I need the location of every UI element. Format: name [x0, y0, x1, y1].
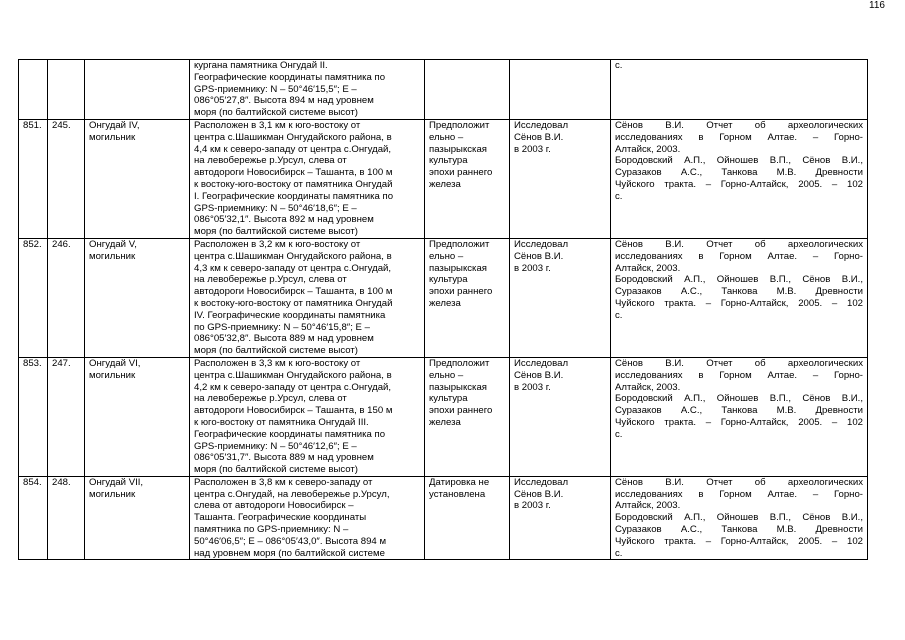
cell-location-description-line: к юго-востоку от памятника Онгудай III.: [194, 416, 369, 428]
cell-literature-line: Бородовский А.П., Ойношев В.П., Сёнов В.И.,: [615, 274, 863, 286]
cell-location-description-line: автодороги Новосибирск – Ташанта, в 100 м: [194, 286, 393, 298]
cell-literature-line: исследованиях в Горном Алтае. – Горно-: [615, 131, 863, 143]
cell-dating-line: эпохи раннего: [429, 286, 493, 298]
cell-dating-line: пазырыкская: [429, 262, 487, 274]
cell-location-description-line: 086°05′32,1″. Высота 892 м над уровнем: [194, 214, 374, 226]
cell-literature: [611, 357, 868, 476]
cell-dating-line: Датировка не: [429, 476, 490, 488]
monuments-table: [18, 59, 868, 560]
cell-monument-name-line: могильник: [89, 369, 136, 381]
cell-location-description-line: GPS-приемнику: N – 50°46′18,6″; E –: [194, 202, 357, 214]
cell-monument-name-line: Онгудай VI,: [89, 357, 141, 369]
cell-location-description-line: над уровнем моря (по балтийской системе: [194, 547, 385, 559]
cell-literature-line: Сёнов В.И. Отчет об археологических: [615, 476, 863, 488]
cell-location-description-line: Географические координаты памятника по: [194, 428, 386, 440]
cell-researcher-line: Сёнов В.И.: [514, 131, 564, 143]
cell-location-description-line: 086°05′32,8″. Высота 889 м над уровнем: [194, 333, 374, 345]
cell-location-description-line: 4,3 км к северо-западу от центра с.Онгудай,: [194, 262, 392, 274]
cell-location-description-line: Расположен в 3,8 км к северо-западу от: [194, 476, 373, 488]
cell-researcher-line: в 2003 г.: [514, 262, 551, 274]
cell-literature-line: Сёнов В.И. Отчет об археологических: [615, 238, 863, 250]
cell-dating-line: культура: [429, 155, 468, 167]
cell-monument-name-line: Онгудай VII,: [89, 476, 144, 488]
cell-monument-name-line: могильник: [89, 488, 136, 500]
cell-researcher: [510, 60, 611, 120]
cell-monument-number: 245.: [48, 119, 85, 238]
cell-dating: [425, 119, 510, 238]
cell-researcher-line: Сёнов В.И.: [514, 488, 564, 500]
cell-location-description: [190, 357, 425, 476]
cell-monument-number: 248.: [48, 476, 85, 560]
cell-location-description-line: Географические координаты памятника по: [194, 71, 386, 83]
cell-monument-name-line: могильник: [89, 250, 136, 262]
cell-literature-line: с.: [615, 60, 623, 71]
cell-location-description-line: центра с.Шашикман Онгудайского района, в: [194, 250, 392, 262]
cell-location-description-line: на левобережье р.Урсул, слева от: [194, 155, 347, 167]
cell-literature-line: с.: [615, 190, 623, 202]
cell-monument-name: [85, 357, 190, 476]
cell-literature-line: Алтайск, 2003.: [615, 262, 681, 274]
cell-location-description-line: автодороги Новосибирск – Ташанта, в 150 м: [194, 405, 393, 417]
cell-location-description-line: центра с.Шашикман Онгудайского района, в: [194, 369, 392, 381]
cell-literature-line: Алтайск, 2003.: [615, 500, 681, 512]
cell-location-description-line: GPS-приемнику: N – 50°46′15,5″; E –: [194, 83, 357, 95]
cell-dating: [425, 60, 510, 120]
cell-researcher-line: Сёнов В.И.: [514, 369, 564, 381]
cell-literature-line: исследованиях в Горном Алтае. – Горно-: [615, 488, 863, 500]
cell-location-description-line: центра с.Шашикман Онгудайского района, в: [194, 131, 392, 143]
cell-monument-name: [85, 119, 190, 238]
cell-researcher-line: в 2003 г.: [514, 381, 551, 393]
cell-location-description-line: памятника по GPS-приемнику: N –: [194, 524, 349, 536]
cell-location-description-line: кургана памятника Онгудай II.: [194, 60, 328, 71]
cell-dating-line: Предположит: [429, 238, 490, 250]
cell-location-description-line: на левобережье р.Урсул, слева от: [194, 393, 347, 405]
cell-dating-line: пазырыкская: [429, 381, 487, 393]
cell-location-description-line: моря (по балтийской системе высот): [194, 107, 358, 119]
cell-location-description-line: IV. Географические координаты памятника: [194, 309, 386, 321]
cell-researcher: [510, 476, 611, 560]
cell-literature-line: Бородовский А.П., Ойношев В.П., Сёнов В.И.,: [615, 155, 863, 167]
cell-researcher-line: Исследовал: [514, 476, 569, 488]
cell-literature-line: Сёнов В.И. Отчет об археологических: [615, 119, 863, 131]
cell-literature-line: Чуйского тракта. – Горно-Алтайск, 2005. – 102: [615, 297, 863, 309]
cell-location-description-line: моря (по балтийской системе высот): [194, 226, 358, 238]
cell-location-description: [190, 238, 425, 357]
cell-location-description-line: Расположен в 3,3 км к юго-востоку от: [194, 357, 361, 369]
cell-dating-line: ельно –: [429, 250, 464, 262]
table-row: [19, 238, 868, 357]
cell-dating-line: эпохи раннего: [429, 405, 493, 417]
table-row: [19, 60, 868, 120]
cell-dating-line: железа: [429, 416, 461, 428]
cell-literature-line: Суразаков А.С., Танкова М.В. Древности: [615, 286, 863, 298]
cell-location-description-line: на левобережье р.Урсул, слева от: [194, 274, 347, 286]
cell-researcher: [510, 238, 611, 357]
cell-literature-line: Суразаков А.С., Танкова М.В. Древности: [615, 405, 863, 417]
cell-location-description-line: 50°46′06,5″; E – 086°05′43,0″. Высота 894 м: [194, 535, 387, 547]
cell-location-description-line: моря (по балтийской системе высот): [194, 345, 358, 357]
cell-literature-line: Суразаков А.С., Танкова М.В. Древности: [615, 524, 863, 536]
cell-location-description: [190, 60, 425, 120]
cell-dating-line: ельно –: [429, 131, 464, 143]
cell-location-description: [190, 476, 425, 560]
cell-monument-name: [85, 60, 190, 120]
cell-location-description-line: 086°05′27,8″. Высота 894 м над уровнем: [194, 95, 374, 107]
table-body: [19, 60, 868, 560]
cell-location-description-line: Ташанта. Географические координаты: [194, 512, 367, 524]
cell-dating: [425, 357, 510, 476]
cell-dating-line: культура: [429, 274, 468, 286]
cell-researcher-line: Исследовал: [514, 119, 569, 131]
cell-literature-line: с.: [615, 309, 623, 321]
cell-researcher: [510, 357, 611, 476]
cell-location-description-line: GPS-приемнику: N – 50°46′12,6″; E –: [194, 440, 357, 452]
cell-literature-line: с.: [615, 428, 623, 440]
cell-literature: [611, 119, 868, 238]
cell-monument-number: [48, 60, 85, 120]
cell-researcher-line: в 2003 г.: [514, 500, 551, 512]
cell-literature-line: Чуйского тракта. – Горно-Алтайск, 2005. – 102: [615, 535, 863, 547]
cell-location-description-line: слева от автодороги Новосибирск –: [194, 500, 354, 512]
cell-dating-line: Предположит: [429, 357, 490, 369]
cell-dating-line: установлена: [429, 488, 486, 500]
cell-monument-name-line: Онгудай V,: [89, 238, 137, 250]
cell-dating: [425, 476, 510, 560]
cell-location-description-line: по GPS-приемнику: N – 50°46′15,8″; E –: [194, 321, 370, 333]
cell-location-description-line: Расположен в 3,1 км к юго-востоку от: [194, 119, 361, 131]
cell-researcher-line: в 2003 г.: [514, 143, 551, 155]
cell-literature: [611, 60, 868, 120]
table-row: [19, 357, 868, 476]
cell-literature-line: Алтайск, 2003.: [615, 381, 681, 393]
cell-literature-line: Суразаков А.С., Танкова М.В. Древности: [615, 167, 863, 179]
cell-location-description-line: к востоку-юго-востоку от памятника Онгудай: [194, 178, 393, 190]
cell-location-description-line: к востоку-юго-востоку от памятника Онгудай: [194, 297, 393, 309]
cell-monument-number: 246.: [48, 238, 85, 357]
cell-literature-line: Чуйского тракта. – Горно-Алтайск, 2005. – 102: [615, 178, 863, 190]
cell-literature-line: Сёнов В.И. Отчет об археологических: [615, 357, 863, 369]
cell-number: [19, 60, 48, 120]
cell-literature-line: Чуйского тракта. – Горно-Алтайск, 2005. – 102: [615, 416, 863, 428]
cell-number: 853.: [19, 357, 48, 476]
cell-location-description-line: 4,4 км к северо-западу от центра с.Онгудай,: [194, 143, 392, 155]
cell-number: 854.: [19, 476, 48, 560]
cell-location-description-line: моря (по балтийской системе высот): [194, 464, 358, 476]
cell-monument-name-line: Онгудай IV,: [89, 119, 140, 131]
cell-location-description-line: центра с.Онгудай, на левобережье р.Урсул,: [194, 488, 390, 500]
table-row: [19, 476, 868, 560]
cell-literature-line: с.: [615, 547, 623, 559]
cell-monument-number: 247.: [48, 357, 85, 476]
cell-literature-line: Алтайск, 2003.: [615, 143, 681, 155]
cell-monument-name: [85, 238, 190, 357]
table-row: [19, 119, 868, 238]
cell-location-description-line: I. Географические координаты памятника по: [194, 190, 394, 202]
cell-location-description-line: автодороги Новосибирск – Ташанта, в 100 м: [194, 167, 393, 179]
cell-literature-line: Бородовский А.П., Ойношев В.П., Сёнов В.И.,: [615, 512, 863, 524]
cell-literature: [611, 238, 868, 357]
cell-researcher: [510, 119, 611, 238]
cell-monument-name-line: могильник: [89, 131, 136, 143]
cell-dating-line: железа: [429, 178, 461, 190]
cell-literature-line: Бородовский А.П., Ойношев В.П., Сёнов В.И.,: [615, 393, 863, 405]
cell-literature-line: исследованиях в Горном Алтае. – Горно-: [615, 250, 863, 262]
cell-dating: [425, 238, 510, 357]
cell-dating-line: культура: [429, 393, 468, 405]
cell-location-description-line: 4,2 км к северо-западу от центра с.Онгудай,: [194, 381, 392, 393]
cell-number: 851.: [19, 119, 48, 238]
cell-researcher-line: Исследовал: [514, 238, 569, 250]
page-number: 116: [869, 0, 885, 11]
cell-dating-line: железа: [429, 297, 461, 309]
cell-literature: [611, 476, 868, 560]
cell-location-description-line: Расположен в 3,2 км к юго-востоку от: [194, 238, 361, 250]
cell-location-description-line: 086°05′31,7″. Высота 889 м над уровнем: [194, 452, 374, 464]
cell-dating-line: Предположит: [429, 119, 490, 131]
cell-number: 852.: [19, 238, 48, 357]
cell-literature-line: исследованиях в Горном Алтае. – Горно-: [615, 369, 863, 381]
cell-location-description: [190, 119, 425, 238]
cell-researcher-line: Сёнов В.И.: [514, 250, 564, 262]
cell-monument-name: [85, 476, 190, 560]
cell-researcher-line: Исследовал: [514, 357, 569, 369]
cell-dating-line: ельно –: [429, 369, 464, 381]
cell-dating-line: пазырыкская: [429, 143, 487, 155]
cell-dating-line: эпохи раннего: [429, 167, 493, 179]
